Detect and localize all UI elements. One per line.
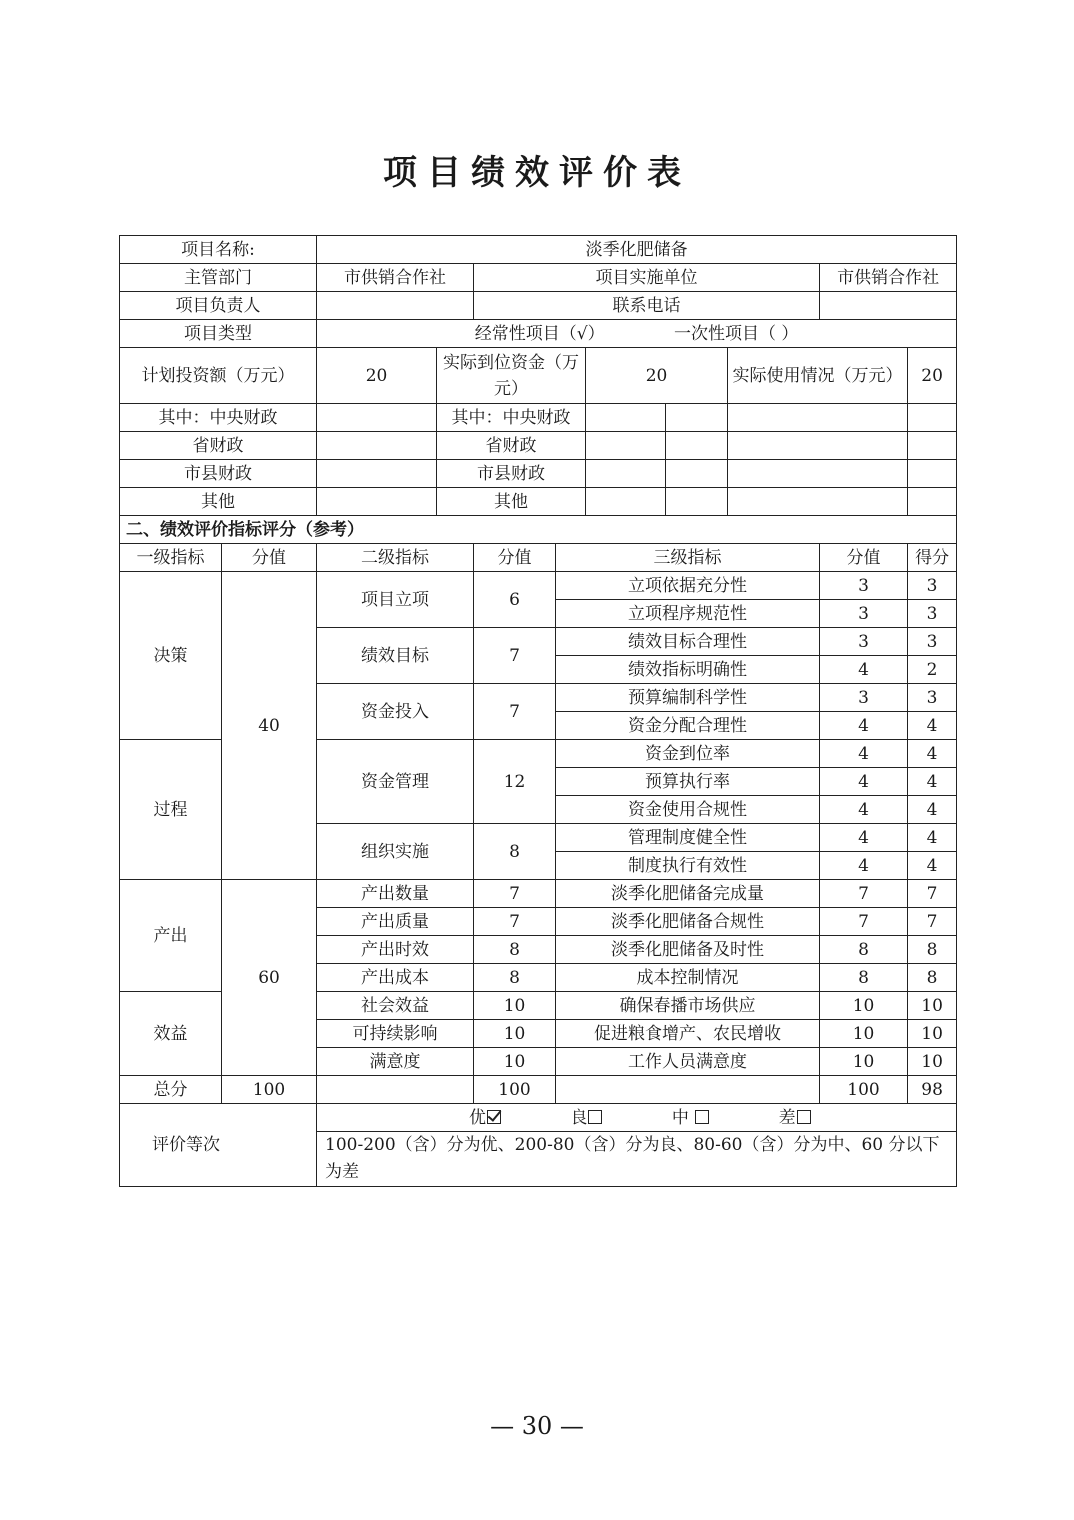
actual-use-label: 实际使用情况（万元） [728, 348, 908, 404]
type-regular: 经常性项目（√） [474, 323, 605, 344]
level3-got: 10 [908, 992, 957, 1020]
table-row [120, 572, 957, 600]
level1-score-a: 40 [222, 572, 317, 880]
level3-got: 7 [908, 908, 957, 936]
level2-name: 产出数量 [317, 880, 474, 908]
header-level3-score: 分值 [820, 544, 908, 572]
row-rating-options [120, 1104, 957, 1132]
level3-score: 4 [820, 796, 908, 824]
level3-name: 绩效指标明确性 [556, 656, 820, 684]
type-options [317, 320, 957, 348]
level3-score: 10 [820, 992, 908, 1020]
actual-use-value: 20 [908, 348, 957, 404]
rating-options [317, 1104, 957, 1132]
level3-score: 4 [820, 712, 908, 740]
level3-got: 4 [908, 712, 957, 740]
other-label-2: 其他 [437, 488, 586, 516]
header-level1: 一级指标 [120, 544, 222, 572]
checked-box-icon [487, 1110, 501, 1124]
level3-got: 8 [908, 936, 957, 964]
level2-score: 10 [474, 992, 556, 1020]
table-row [120, 880, 957, 908]
level3-score: 3 [820, 684, 908, 712]
total-got: 98 [908, 1076, 957, 1104]
actual-funds-label: 实际到位资金（万元） [437, 348, 586, 404]
level3-got: 3 [908, 628, 957, 656]
row-other [120, 488, 957, 516]
level3-score: 3 [820, 572, 908, 600]
level3-name: 成本控制情况 [556, 964, 820, 992]
level3-score: 7 [820, 908, 908, 936]
rating-label: 评价等次 [120, 1104, 317, 1187]
level3-score: 3 [820, 628, 908, 656]
county-label: 市县财政 [120, 460, 317, 488]
row-county [120, 460, 957, 488]
level3-got: 3 [908, 572, 957, 600]
level2-score: 10 [474, 1020, 556, 1048]
level2-name: 可持续影响 [317, 1020, 474, 1048]
level3-score: 4 [820, 824, 908, 852]
level3-got: 4 [908, 768, 957, 796]
level3-name: 确保春播市场供应 [556, 992, 820, 1020]
level3-score: 4 [820, 656, 908, 684]
level2-score: 7 [474, 628, 556, 684]
county-label-2: 市县财政 [437, 460, 586, 488]
level2-name: 产出成本 [317, 964, 474, 992]
type-once: 一次性项目（ ） [674, 323, 799, 344]
level3-score: 4 [820, 768, 908, 796]
level2-name: 产出质量 [317, 908, 474, 936]
level3-name: 资金使用合规性 [556, 796, 820, 824]
level2-name: 资金管理 [317, 740, 474, 824]
empty-box-icon [695, 1110, 709, 1124]
level3-score: 10 [820, 1048, 908, 1076]
row-type [120, 320, 957, 348]
row-province [120, 432, 957, 460]
level2-name: 资金投入 [317, 684, 474, 740]
level2-name: 满意度 [317, 1048, 474, 1076]
row-project-name [120, 236, 957, 264]
level1-benefit: 效益 [120, 992, 222, 1076]
impl-unit-value: 市供销合作社 [820, 264, 957, 292]
level2-score: 8 [474, 964, 556, 992]
dept-value: 市供销合作社 [317, 264, 474, 292]
level3-got: 8 [908, 964, 957, 992]
empty-box-icon [588, 1110, 602, 1124]
phone-label: 联系电话 [474, 292, 820, 320]
level2-name: 社会效益 [317, 992, 474, 1020]
project-name-label: 项目名称: [120, 236, 317, 264]
dept-label: 主管部门 [120, 264, 317, 292]
level3-name: 预算执行率 [556, 768, 820, 796]
level1-process: 过程 [120, 740, 222, 880]
total-l2-score: 100 [474, 1076, 556, 1104]
level2-name: 项目立项 [317, 572, 474, 628]
total-l1-score: 100 [222, 1076, 317, 1104]
phone-value [820, 292, 957, 320]
rating-option-medium[interactable]: 中 [672, 1105, 709, 1131]
level3-name: 立项依据充分性 [556, 572, 820, 600]
leader-label: 项目负责人 [120, 292, 317, 320]
row-central [120, 404, 957, 432]
form-title: 项目绩效评价表 [383, 153, 691, 193]
level2-score: 7 [474, 880, 556, 908]
header-level2-score: 分值 [474, 544, 556, 572]
level3-got: 4 [908, 796, 957, 824]
rating-option-good[interactable]: 良 [570, 1105, 602, 1131]
row-indicator-headers [120, 544, 957, 572]
level3-name: 促进粮食增产、农民增收 [556, 1020, 820, 1048]
level3-name: 淡季化肥储备合规性 [556, 908, 820, 936]
row-investment [120, 348, 957, 404]
level3-got: 10 [908, 1020, 957, 1048]
central-label-2: 其中：中央财政 [437, 404, 586, 432]
level2-score: 8 [474, 936, 556, 964]
level3-score: 3 [820, 600, 908, 628]
central-label: 其中：中央财政 [120, 404, 317, 432]
level3-name: 资金到位率 [556, 740, 820, 768]
level3-got: 3 [908, 600, 957, 628]
plan-value: 20 [317, 348, 437, 404]
level1-decision: 决策 [120, 572, 222, 740]
empty-box-icon [797, 1110, 811, 1124]
level3-name: 绩效目标合理性 [556, 628, 820, 656]
level3-got: 2 [908, 656, 957, 684]
level3-name: 淡季化肥储备及时性 [556, 936, 820, 964]
level3-score: 4 [820, 852, 908, 880]
performance-evaluation-table [119, 235, 957, 1187]
plan-label: 计划投资额（万元） [120, 348, 317, 404]
level2-score: 10 [474, 1048, 556, 1076]
level3-got: 7 [908, 880, 957, 908]
level2-score: 6 [474, 572, 556, 628]
header-level1-score: 分值 [222, 544, 317, 572]
level3-name: 立项程序规范性 [556, 600, 820, 628]
level3-name: 淡季化肥储备完成量 [556, 880, 820, 908]
level3-name: 工作人员满意度 [556, 1048, 820, 1076]
row-leader [120, 292, 957, 320]
level2-name: 组织实施 [317, 824, 474, 880]
level2-score: 12 [474, 740, 556, 824]
level3-score: 7 [820, 880, 908, 908]
section2-heading: 二、绩效评价指标评分（参考） [120, 516, 957, 544]
header-level3: 三级指标 [556, 544, 820, 572]
project-name-value: 淡季化肥储备 [317, 236, 957, 264]
level2-name: 产出时效 [317, 936, 474, 964]
level3-name: 资金分配合理性 [556, 712, 820, 740]
level3-score: 10 [820, 1020, 908, 1048]
level2-score: 7 [474, 684, 556, 740]
level3-score: 8 [820, 964, 908, 992]
actual-funds-value: 20 [586, 348, 728, 404]
level1-score-b: 60 [222, 880, 317, 1076]
row-dept [120, 264, 957, 292]
header-level2: 二级指标 [317, 544, 474, 572]
total-label: 总分 [120, 1076, 222, 1104]
other-label: 其他 [120, 488, 317, 516]
province-label: 省财政 [120, 432, 317, 460]
level3-name: 制度执行有效性 [556, 852, 820, 880]
province-label-2: 省财政 [437, 432, 586, 460]
total-l3-score: 100 [820, 1076, 908, 1104]
level2-score: 8 [474, 824, 556, 880]
page-number: — 30 — [490, 1412, 584, 1440]
level3-name: 预算编制科学性 [556, 684, 820, 712]
level1-output: 产出 [120, 880, 222, 992]
row-section2-heading [120, 516, 957, 544]
level2-score: 7 [474, 908, 556, 936]
level3-got: 4 [908, 740, 957, 768]
rating-option-poor[interactable]: 差 [779, 1105, 811, 1131]
header-got-score: 得分 [908, 544, 957, 572]
level3-score: 8 [820, 936, 908, 964]
level3-got: 4 [908, 852, 957, 880]
type-label: 项目类型 [120, 320, 317, 348]
rating-option-excellent[interactable]: 优 [469, 1105, 501, 1131]
level3-got: 10 [908, 1048, 957, 1076]
leader-value [317, 292, 474, 320]
level3-name: 管理制度健全性 [556, 824, 820, 852]
rating-criteria: 100-200（含）分为优、200-80（含）分为良、80-60（含）分为中、60 分以下为差 [317, 1132, 957, 1187]
level3-score: 4 [820, 740, 908, 768]
level2-name: 绩效目标 [317, 628, 474, 684]
impl-unit-label: 项目实施单位 [474, 264, 820, 292]
level3-got: 4 [908, 824, 957, 852]
level3-got: 3 [908, 684, 957, 712]
row-total [120, 1076, 957, 1104]
